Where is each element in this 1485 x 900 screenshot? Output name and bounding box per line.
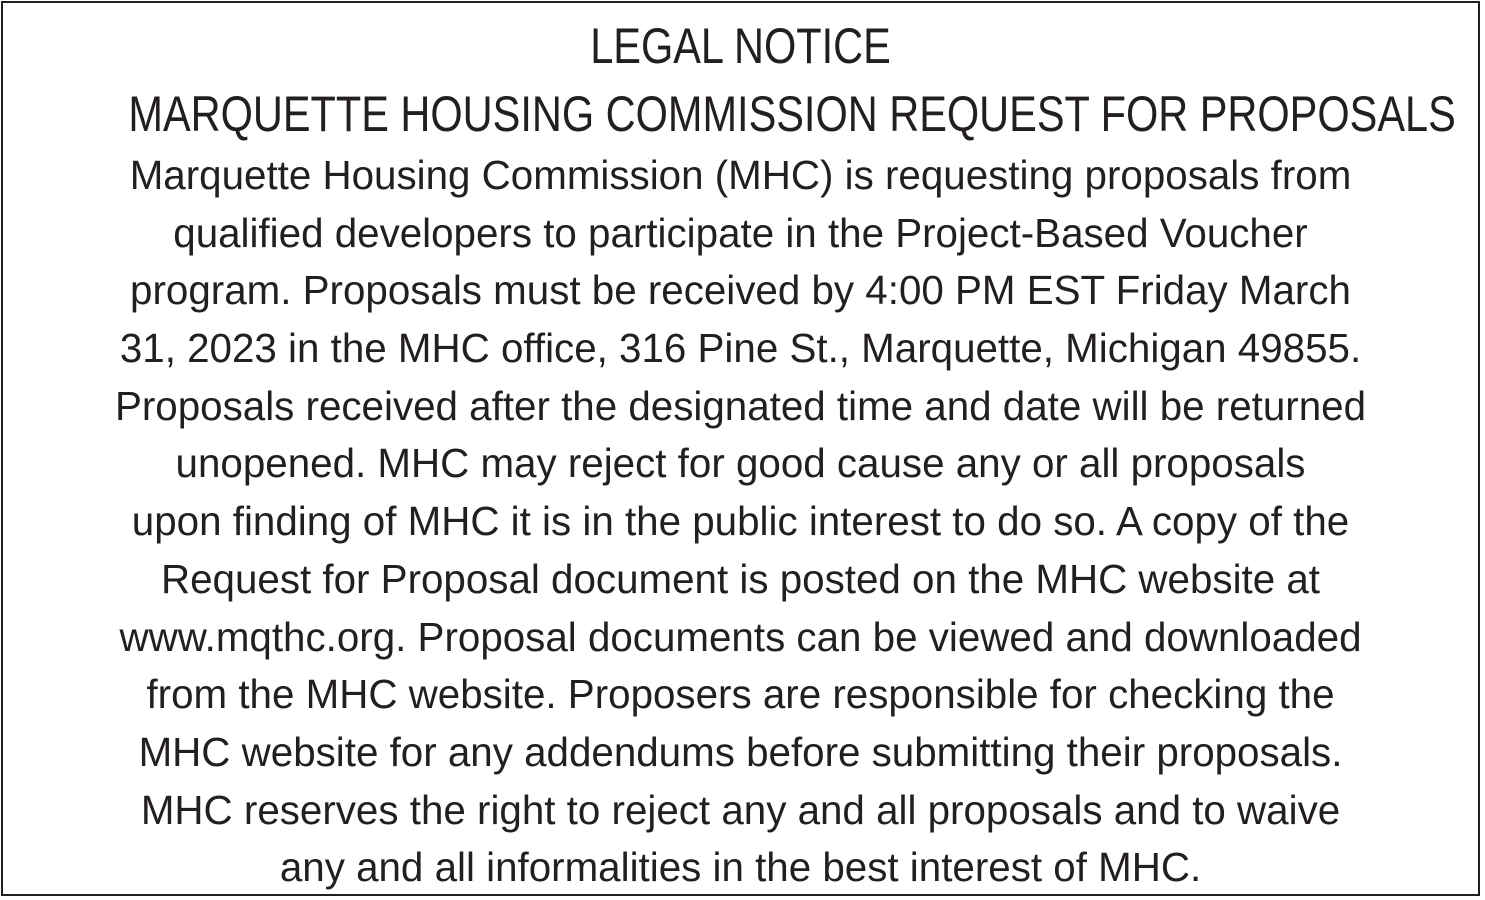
body-line: any and all informalities in the best interest of MHC. [279, 844, 1202, 891]
legal-notice-box [1, 1, 1480, 896]
notice-title: LEGAL NOTICE [590, 18, 891, 74]
body-line: qualified developers to participate in the Project-Based Voucher [173, 209, 1308, 256]
body-line: 31, 2023 in the MHC office, 316 Pine St., Marquette, Michigan 49855. [119, 325, 1362, 372]
body-line: unopened. MHC may reject for good cause any or all proposals [175, 440, 1306, 487]
body-line: www.mqthc.org. Proposal documents can be viewed and downloaded [119, 613, 1362, 660]
body-line: MHC reserves the right to reject any and all proposals and to waive [140, 786, 1341, 833]
body-line: upon finding of MHC it is in the public interest to do so. A copy of the [131, 498, 1350, 545]
notice-body [3, 147, 1478, 897]
body-line: from the MHC website. Proposers are responsible for checking the [146, 671, 1335, 718]
body-line: MHC website for any addendums before submitting their proposals. [138, 728, 1343, 775]
notice-subtitle: MARQUETTE HOUSING COMMISSION REQUEST FOR PROPOSALS [128, 86, 1456, 142]
body-line: Request for Proposal document is posted on the MHC website at [160, 555, 1321, 602]
body-line: Marquette Housing Commission (MHC) is requesting proposals from [129, 152, 1352, 198]
body-line: program. Proposals must be received by 4:00 PM EST Friday March [130, 267, 1351, 314]
body-line: Proposals received after the designated time and date will be returned [114, 382, 1367, 429]
